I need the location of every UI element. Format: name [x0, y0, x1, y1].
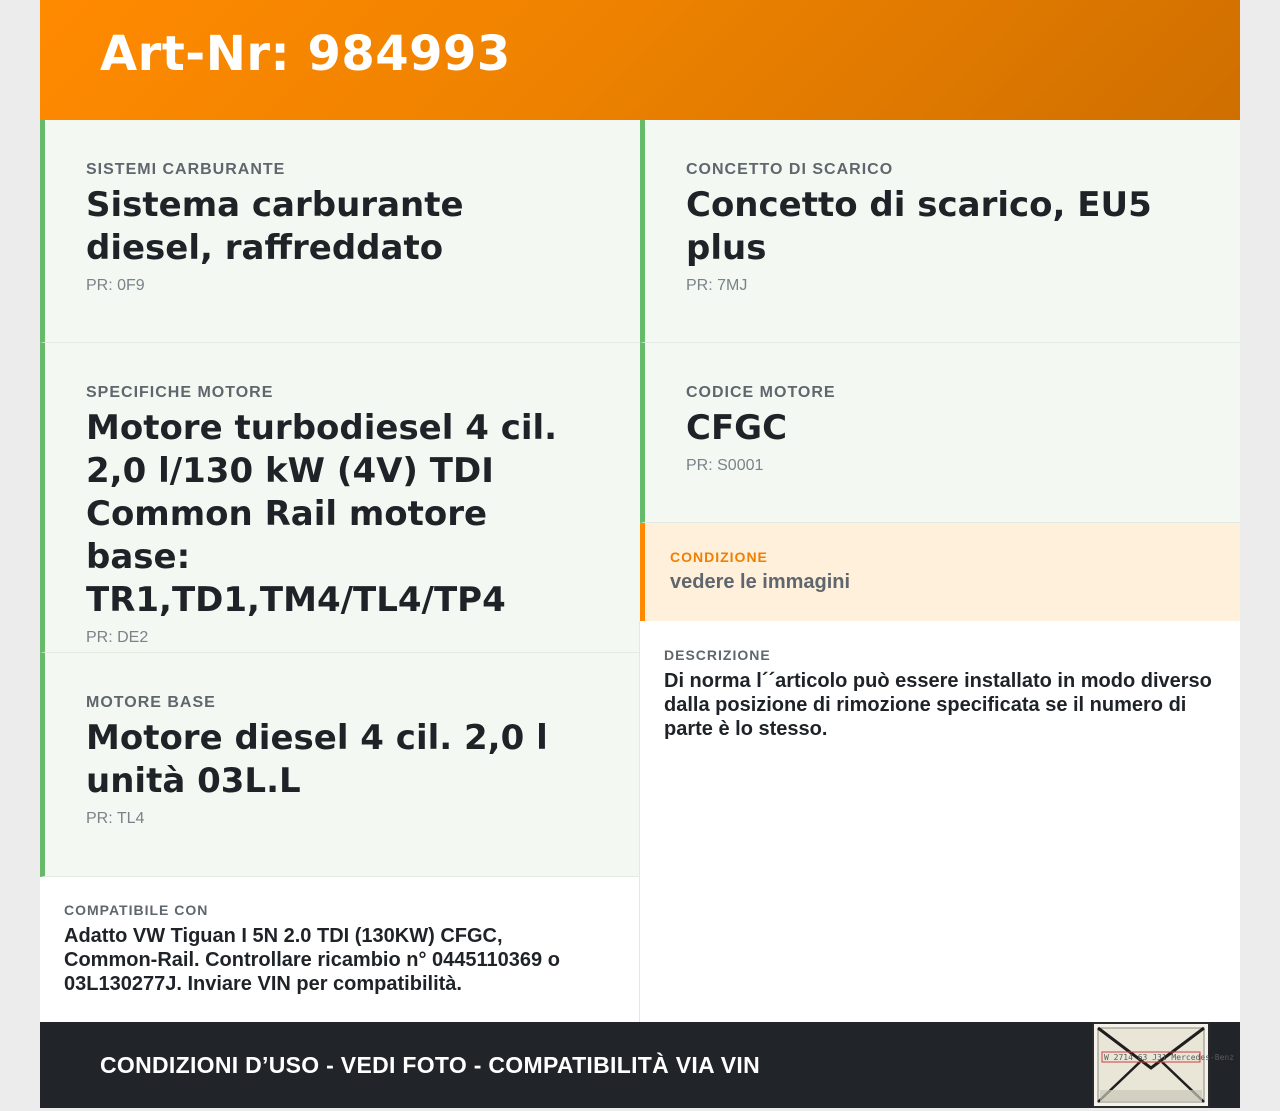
logo-text: W 2714 63 J31 Mercedes-Benz: [1104, 1053, 1235, 1062]
spec-fuel-system: [40, 120, 640, 343]
spec-value: Sistema carburante diesel, raffreddato: [86, 185, 464, 268]
spec-pr-code: PR: 0F9: [86, 277, 145, 294]
description-text: Di norma l´´articolo può essere installato in modo diverso dalla posizione di rimozione specificata se il numero di parte è lo stesso.: [664, 670, 1212, 740]
spec-engine-code: [640, 343, 1240, 523]
compatibility-text: Adatto VW Tiguan I 5N 2.0 TDI (130KW) CFGC, Common-Rail. Controllare ricambio n° 0445110369 o 03L130277J. Inviare VIN per compatibilità.: [64, 925, 560, 995]
footer-bar: [40, 1022, 1240, 1108]
spec-label: CODICE MOTORE: [686, 384, 836, 401]
condition-value: vedere le immagini: [670, 571, 851, 593]
condition-label: CONDIZIONE: [670, 549, 768, 565]
condition-box: [640, 523, 1240, 621]
compatibility-section: [40, 902, 639, 1022]
envelope-stamp-graphic: [1094, 1024, 1235, 1106]
spec-base-engine: [40, 653, 640, 877]
spec-engine-specs: [40, 343, 640, 653]
compatibility-label: COMPATIBILE CON: [64, 902, 209, 918]
description-label: DESCRIZIONE: [664, 647, 771, 663]
article-card: [40, 0, 1240, 1108]
spec-label: SISTEMI CARBURANTE: [86, 161, 286, 178]
spec-pr-code: PR: S0001: [686, 457, 764, 474]
footer-text: CONDIZIONI D’USO - VEDI FOTO - COMPATIBILITÀ VIA VIN: [100, 1052, 761, 1078]
spec-pr-code: PR: 7MJ: [686, 277, 748, 294]
spec-label: CONCETTO DI SCARICO: [686, 161, 894, 178]
envelope-stamp-icon: [1092, 1022, 1235, 1108]
article-number: Art-Nr: 984993: [100, 26, 511, 82]
spec-value: Motore turbodiesel 4 cil. 2,0 l/130 kW (4V) TDI Common Rail motore base: TR1,TD1,TM4/TL4/TP4: [86, 408, 558, 620]
article-header: [40, 0, 1240, 120]
spec-value: Motore diesel 4 cil. 2,0 l unità 03L.L: [86, 718, 548, 801]
spec-label: SPECIFICHE MOTORE: [86, 384, 274, 401]
spec-pr-code: PR: TL4: [86, 810, 145, 827]
description-section: [640, 647, 1240, 1022]
spec-exhaust-concept: [640, 120, 1240, 343]
column-divider: [639, 621, 640, 1022]
spec-pr-code: PR: DE2: [86, 629, 149, 646]
spec-value: Concetto di scarico, EU5 plus: [686, 185, 1152, 268]
spec-value: CFGC: [686, 408, 788, 448]
spec-label: MOTORE BASE: [86, 694, 216, 711]
